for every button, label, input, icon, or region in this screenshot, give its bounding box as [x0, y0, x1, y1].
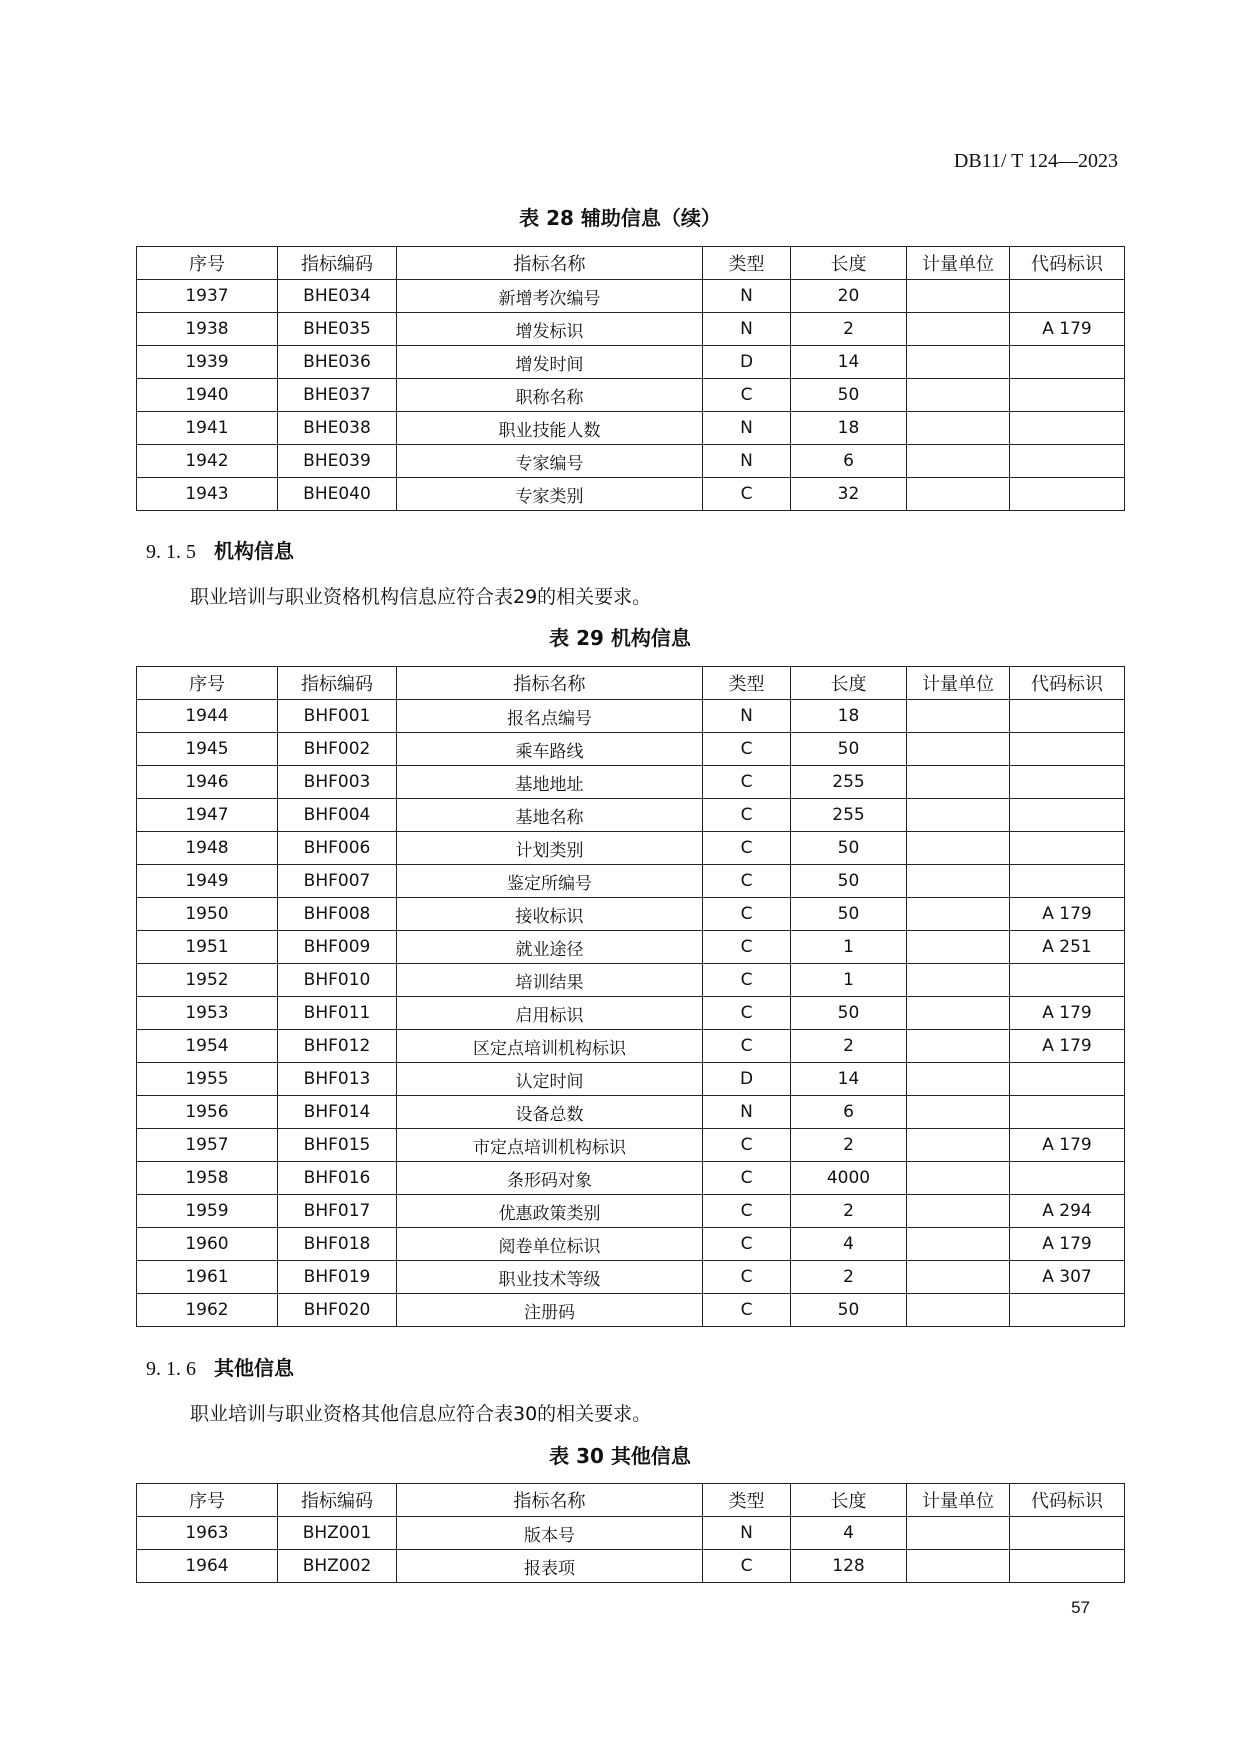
table-cell: C: [703, 865, 791, 898]
table-cell: [1010, 1162, 1125, 1195]
table-row: [137, 478, 1125, 511]
table-cell: 50: [791, 865, 907, 898]
table-cell: [907, 313, 1010, 346]
table-row: [137, 1195, 1125, 1228]
table-cell: A 179: [1010, 997, 1125, 1030]
column-header: 指标名称: [397, 1484, 703, 1517]
table-cell: D: [703, 1063, 791, 1096]
table-cell: [1010, 1096, 1125, 1129]
table-cell: BHF006: [278, 832, 397, 865]
table-cell: [907, 700, 1010, 733]
table-cell: [1010, 1550, 1125, 1583]
table-cell: [1010, 733, 1125, 766]
table-row: [137, 280, 1125, 313]
table-cell: [907, 1195, 1010, 1228]
table-cell: BHF002: [278, 733, 397, 766]
section-9-1-6-paragraph: 职业培训与职业资格其他信息应符合表30的相关要求。: [190, 1403, 652, 1425]
column-header: 类型: [703, 247, 791, 280]
table-cell: [907, 346, 1010, 379]
table-cell: 优惠政策类别: [397, 1195, 703, 1228]
table-cell: 1946: [137, 766, 278, 799]
table-cell: A 294: [1010, 1195, 1125, 1228]
table-cell: [907, 1517, 1010, 1550]
table-row: [137, 1030, 1125, 1063]
section-title: 其他信息: [214, 1356, 294, 1380]
table-cell: BHF010: [278, 964, 397, 997]
table-row: [137, 379, 1125, 412]
table-cell: BHF001: [278, 700, 397, 733]
table-cell: [1010, 1063, 1125, 1096]
table-cell: 1954: [137, 1030, 278, 1063]
table-cell: [907, 1030, 1010, 1063]
table-cell: C: [703, 1228, 791, 1261]
table-cell: 1956: [137, 1096, 278, 1129]
page-number: 57: [1071, 1598, 1090, 1617]
table-cell: 专家编号: [397, 445, 703, 478]
table-cell: [907, 1261, 1010, 1294]
table-cell: 1950: [137, 898, 278, 931]
table-cell: 培训结果: [397, 964, 703, 997]
table-cell: 2: [791, 313, 907, 346]
table-cell: [907, 964, 1010, 997]
table-cell: 1951: [137, 931, 278, 964]
table-cell: A 179: [1010, 1030, 1125, 1063]
table-row: [137, 931, 1125, 964]
table-cell: 14: [791, 1063, 907, 1096]
table-cell: 认定时间: [397, 1063, 703, 1096]
table-cell: BHF017: [278, 1195, 397, 1228]
table-cell: N: [703, 1096, 791, 1129]
table-row: [137, 1162, 1125, 1195]
table-cell: 基地地址: [397, 766, 703, 799]
table-row: [137, 832, 1125, 865]
table-cell: 鉴定所编号: [397, 865, 703, 898]
table-cell: 1963: [137, 1517, 278, 1550]
table-cell: [1010, 766, 1125, 799]
table-cell: C: [703, 931, 791, 964]
table-cell: A 179: [1010, 1129, 1125, 1162]
table-cell: 32: [791, 478, 907, 511]
table-cell: 6: [791, 1096, 907, 1129]
column-header: 计量单位: [907, 247, 1010, 280]
table-cell: [907, 733, 1010, 766]
table-cell: BHF016: [278, 1162, 397, 1195]
table-cell: [1010, 799, 1125, 832]
table-cell: [907, 997, 1010, 1030]
table-cell: 1938: [137, 313, 278, 346]
table-30: [136, 1483, 1125, 1583]
table-row: [137, 1550, 1125, 1583]
table-cell: 乘车路线: [397, 733, 703, 766]
table-cell: [1010, 280, 1125, 313]
table-cell: C: [703, 964, 791, 997]
table-cell: N: [703, 313, 791, 346]
table-cell: BHE039: [278, 445, 397, 478]
table-cell: 启用标识: [397, 997, 703, 1030]
table-cell: 计划类别: [397, 832, 703, 865]
table-cell: A 179: [1010, 313, 1125, 346]
table-cell: C: [703, 733, 791, 766]
section-title: 机构信息: [214, 539, 294, 563]
table-cell: C: [703, 1261, 791, 1294]
table-cell: BHE040: [278, 478, 397, 511]
table-cell: 条形码对象: [397, 1162, 703, 1195]
table-cell: 接收标识: [397, 898, 703, 931]
table-cell: 50: [791, 898, 907, 931]
table-cell: BHE036: [278, 346, 397, 379]
table-cell: 4: [791, 1228, 907, 1261]
table-cell: [1010, 1517, 1125, 1550]
table-cell: 注册码: [397, 1294, 703, 1327]
table-cell: 增发标识: [397, 313, 703, 346]
table-row: [137, 997, 1125, 1030]
table-cell: 255: [791, 799, 907, 832]
table-cell: BHF020: [278, 1294, 397, 1327]
table-29: [136, 666, 1125, 1327]
table-cell: BHF008: [278, 898, 397, 931]
table-cell: 增发时间: [397, 346, 703, 379]
table-cell: [907, 1550, 1010, 1583]
table-cell: C: [703, 1294, 791, 1327]
table-cell: 1941: [137, 412, 278, 445]
table-cell: 设备总数: [397, 1096, 703, 1129]
table-cell: BHF011: [278, 997, 397, 1030]
table-cell: BHF014: [278, 1096, 397, 1129]
table-cell: [907, 478, 1010, 511]
table-cell: C: [703, 898, 791, 931]
table-cell: 1952: [137, 964, 278, 997]
table-cell: 2: [791, 1129, 907, 1162]
table-30-title: 表 30 其他信息: [549, 1444, 691, 1468]
table-cell: 1948: [137, 832, 278, 865]
table-cell: 18: [791, 412, 907, 445]
table-cell: BHF007: [278, 865, 397, 898]
table-cell: N: [703, 700, 791, 733]
table-cell: [1010, 445, 1125, 478]
section-heading-9-1-5: [146, 535, 294, 564]
table-cell: [907, 445, 1010, 478]
table-row: [137, 964, 1125, 997]
table-cell: [907, 766, 1010, 799]
table-cell: BHF012: [278, 1030, 397, 1063]
table-cell: [907, 1294, 1010, 1327]
table-cell: 50: [791, 379, 907, 412]
table-cell: D: [703, 346, 791, 379]
table-cell: A 179: [1010, 1228, 1125, 1261]
table-cell: BHF019: [278, 1261, 397, 1294]
table-cell: BHF015: [278, 1129, 397, 1162]
table-cell: C: [703, 1195, 791, 1228]
section-9-1-5-paragraph: 职业培训与职业资格机构信息应符合表29的相关要求。: [190, 586, 652, 608]
table-row: [137, 865, 1125, 898]
table-cell: 专家类别: [397, 478, 703, 511]
table-cell: [907, 412, 1010, 445]
table-cell: 128: [791, 1550, 907, 1583]
table-row: [137, 898, 1125, 931]
table-cell: 区定点培训机构标识: [397, 1030, 703, 1063]
table-row: [137, 1261, 1125, 1294]
table-cell: [907, 1096, 1010, 1129]
column-header: 计量单位: [907, 1484, 1010, 1517]
table-cell: [1010, 346, 1125, 379]
table-cell: 1961: [137, 1261, 278, 1294]
table-cell: [907, 280, 1010, 313]
table-cell: 50: [791, 1294, 907, 1327]
table-cell: N: [703, 1517, 791, 1550]
table-cell: C: [703, 997, 791, 1030]
table-cell: BHF003: [278, 766, 397, 799]
column-header: 代码标识: [1010, 247, 1125, 280]
table-cell: 1962: [137, 1294, 278, 1327]
table-row: [137, 1063, 1125, 1096]
table-cell: 20: [791, 280, 907, 313]
table-cell: [907, 1129, 1010, 1162]
table-cell: 1959: [137, 1195, 278, 1228]
table-cell: 职称名称: [397, 379, 703, 412]
column-header: 长度: [791, 667, 907, 700]
table-cell: A 179: [1010, 898, 1125, 931]
table-row: [137, 766, 1125, 799]
table-row: [137, 445, 1125, 478]
table-cell: 1937: [137, 280, 278, 313]
column-header: 类型: [703, 667, 791, 700]
table-cell: 报名点编号: [397, 700, 703, 733]
table-cell: [907, 379, 1010, 412]
table-cell: BHF013: [278, 1063, 397, 1096]
section-number: 9. 1. 5: [146, 541, 196, 563]
table-cell: BHZ001: [278, 1517, 397, 1550]
column-header: 指标名称: [397, 667, 703, 700]
table-cell: 新增考次编号: [397, 280, 703, 313]
column-header: 代码标识: [1010, 1484, 1125, 1517]
table-cell: 1953: [137, 997, 278, 1030]
column-header: 指标编码: [278, 667, 397, 700]
table-cell: 1949: [137, 865, 278, 898]
table-cell: [907, 865, 1010, 898]
table-cell: 50: [791, 733, 907, 766]
table-cell: 1943: [137, 478, 278, 511]
table-cell: [907, 898, 1010, 931]
table-row: [137, 1129, 1125, 1162]
table-cell: 1945: [137, 733, 278, 766]
column-header: 指标编码: [278, 247, 397, 280]
table-cell: BHE037: [278, 379, 397, 412]
table-cell: 4000: [791, 1162, 907, 1195]
table-cell: 2: [791, 1261, 907, 1294]
table-cell: [1010, 412, 1125, 445]
table-cell: 1939: [137, 346, 278, 379]
table-cell: 1957: [137, 1129, 278, 1162]
column-header: 序号: [137, 247, 278, 280]
table-row: [137, 1517, 1125, 1550]
table-cell: 1958: [137, 1162, 278, 1195]
section-number: 9. 1. 6: [146, 1358, 196, 1380]
table-cell: 基地名称: [397, 799, 703, 832]
table-cell: [907, 1162, 1010, 1195]
table-cell: 18: [791, 700, 907, 733]
table-row: [137, 733, 1125, 766]
table-cell: [1010, 832, 1125, 865]
table-cell: [907, 1228, 1010, 1261]
table-cell: BHF009: [278, 931, 397, 964]
table-row: [137, 1294, 1125, 1327]
table-cell: 50: [791, 832, 907, 865]
table-cell: 6: [791, 445, 907, 478]
table-cell: [1010, 964, 1125, 997]
table-cell: BHF004: [278, 799, 397, 832]
table-cell: 2: [791, 1030, 907, 1063]
column-header: 序号: [137, 1484, 278, 1517]
table-header-row: [137, 1484, 1125, 1517]
table-cell: 就业途径: [397, 931, 703, 964]
table-cell: [907, 1063, 1010, 1096]
table-cell: [907, 832, 1010, 865]
table-cell: C: [703, 379, 791, 412]
table-cell: 1955: [137, 1063, 278, 1096]
table-header-row: [137, 247, 1125, 280]
table-cell: 职业技能人数: [397, 412, 703, 445]
table-28: [136, 246, 1125, 511]
table-cell: 1944: [137, 700, 278, 733]
table-row: [137, 700, 1125, 733]
column-header: 序号: [137, 667, 278, 700]
table-28-title: 表 28 辅助信息（续）: [519, 206, 721, 230]
column-header: 类型: [703, 1484, 791, 1517]
table-row: [137, 799, 1125, 832]
table-cell: [1010, 865, 1125, 898]
table-cell: 2: [791, 1195, 907, 1228]
section-heading-9-1-6: [146, 1352, 294, 1381]
table-row: [137, 346, 1125, 379]
table-cell: N: [703, 445, 791, 478]
table-cell: 1940: [137, 379, 278, 412]
table-header-row: [137, 667, 1125, 700]
table-cell: [1010, 700, 1125, 733]
document-code: DB11/ T 124—2023: [953, 150, 1118, 172]
table-cell: 1964: [137, 1550, 278, 1583]
table-cell: A 307: [1010, 1261, 1125, 1294]
table-cell: C: [703, 1030, 791, 1063]
table-cell: [1010, 379, 1125, 412]
table-cell: A 251: [1010, 931, 1125, 964]
table-cell: N: [703, 280, 791, 313]
table-cell: 255: [791, 766, 907, 799]
table-cell: BHE035: [278, 313, 397, 346]
table-row: [137, 1228, 1125, 1261]
table-cell: C: [703, 1162, 791, 1195]
table-cell: 1942: [137, 445, 278, 478]
table-cell: C: [703, 766, 791, 799]
column-header: 长度: [791, 1484, 907, 1517]
table-cell: 50: [791, 997, 907, 1030]
table-cell: C: [703, 1129, 791, 1162]
table-cell: C: [703, 1550, 791, 1583]
table-cell: BHE038: [278, 412, 397, 445]
table-cell: 1: [791, 931, 907, 964]
table-cell: 1: [791, 964, 907, 997]
table-row: [137, 1096, 1125, 1129]
table-cell: 版本号: [397, 1517, 703, 1550]
table-29-title: 表 29 机构信息: [549, 626, 691, 650]
table-cell: 1947: [137, 799, 278, 832]
table-cell: 1960: [137, 1228, 278, 1261]
table-cell: 报表项: [397, 1550, 703, 1583]
table-row: [137, 313, 1125, 346]
column-header: 指标名称: [397, 247, 703, 280]
column-header: 指标编码: [278, 1484, 397, 1517]
table-cell: N: [703, 412, 791, 445]
table-cell: C: [703, 478, 791, 511]
table-cell: 4: [791, 1517, 907, 1550]
column-header: 计量单位: [907, 667, 1010, 700]
table-cell: 职业技术等级: [397, 1261, 703, 1294]
table-cell: 14: [791, 346, 907, 379]
table-cell: [1010, 1294, 1125, 1327]
table-cell: C: [703, 832, 791, 865]
column-header: 长度: [791, 247, 907, 280]
table-cell: C: [703, 799, 791, 832]
table-cell: BHZ002: [278, 1550, 397, 1583]
table-cell: [1010, 478, 1125, 511]
table-cell: BHE034: [278, 280, 397, 313]
table-cell: [907, 799, 1010, 832]
table-cell: 市定点培训机构标识: [397, 1129, 703, 1162]
table-cell: [907, 931, 1010, 964]
table-cell: 阅卷单位标识: [397, 1228, 703, 1261]
column-header: 代码标识: [1010, 667, 1125, 700]
table-row: [137, 412, 1125, 445]
table-cell: BHF018: [278, 1228, 397, 1261]
